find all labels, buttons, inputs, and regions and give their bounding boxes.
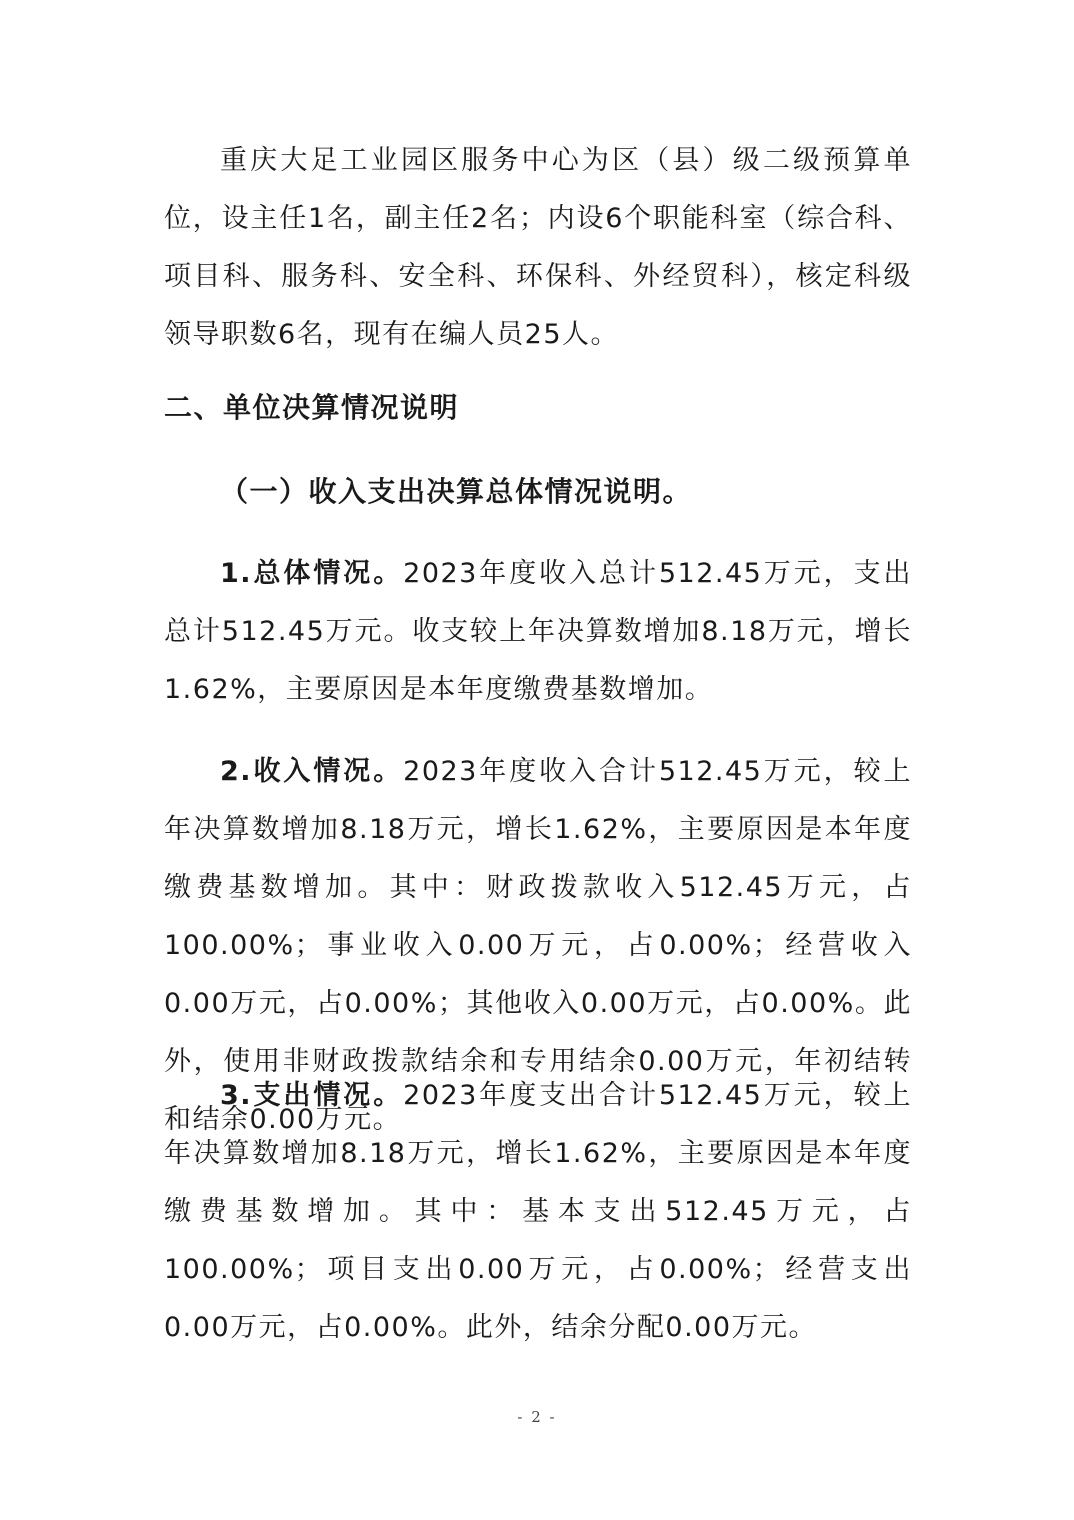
subsection-heading: （一）收入支出决算总体情况说明。: [220, 475, 693, 508]
expense-paragraph: [164, 1067, 912, 1357]
expense-lead: 3.支出情况。: [220, 1080, 404, 1111]
income-lead: 2.收入情况。: [220, 756, 404, 787]
section-heading: 二、单位决算情况说明: [164, 391, 460, 424]
overall-paragraph: [164, 545, 912, 719]
income-body: 2023年度收入合计512.45万元，较上年决算数增加8.18万元，增长1.62%，主要原因是本年度缴费基数增加。其中：财政拨款收入512.45万元，占100.00%；事业收入0.00万元，占0.00%；经营收入0.00万元，占0.00%；其他收入0.00万元，占0.00%。此外，使用非财政拨款结余和专用结余0.00万元，年初结转和结余0.00万元。: [164, 756, 913, 1135]
overall-lead: 1.总体情况。: [220, 558, 404, 589]
org-paragraph: 重庆大足工业园区服务中心为区（县）级二级预算单位，设主任1名，副主任2名；内设6个职能科室（综合科、项目科、服务科、安全科、环保科、外经贸科），核定科级领导职数6名，现有在编人员25人。: [164, 145, 912, 350]
page-number: - 2 -: [517, 1408, 557, 1426]
overall-body: 2023年度收入总计512.45万元，支出总计512.45万元。收支较上年决算数增加8.18万元，增长1.62%，主要原因是本年度缴费基数增加。: [164, 558, 913, 705]
expense-body: 2023年度支出合计512.45万元，较上年决算数增加8.18万元，增长1.62%，主要原因是本年度缴费基数增加。其中：基本支出512.45万元，占100.00%；项目支出0.00万元，占0.00%；经营支出0.00万元，占0.00%。此外，结余分配0.00万元。: [164, 1080, 913, 1343]
